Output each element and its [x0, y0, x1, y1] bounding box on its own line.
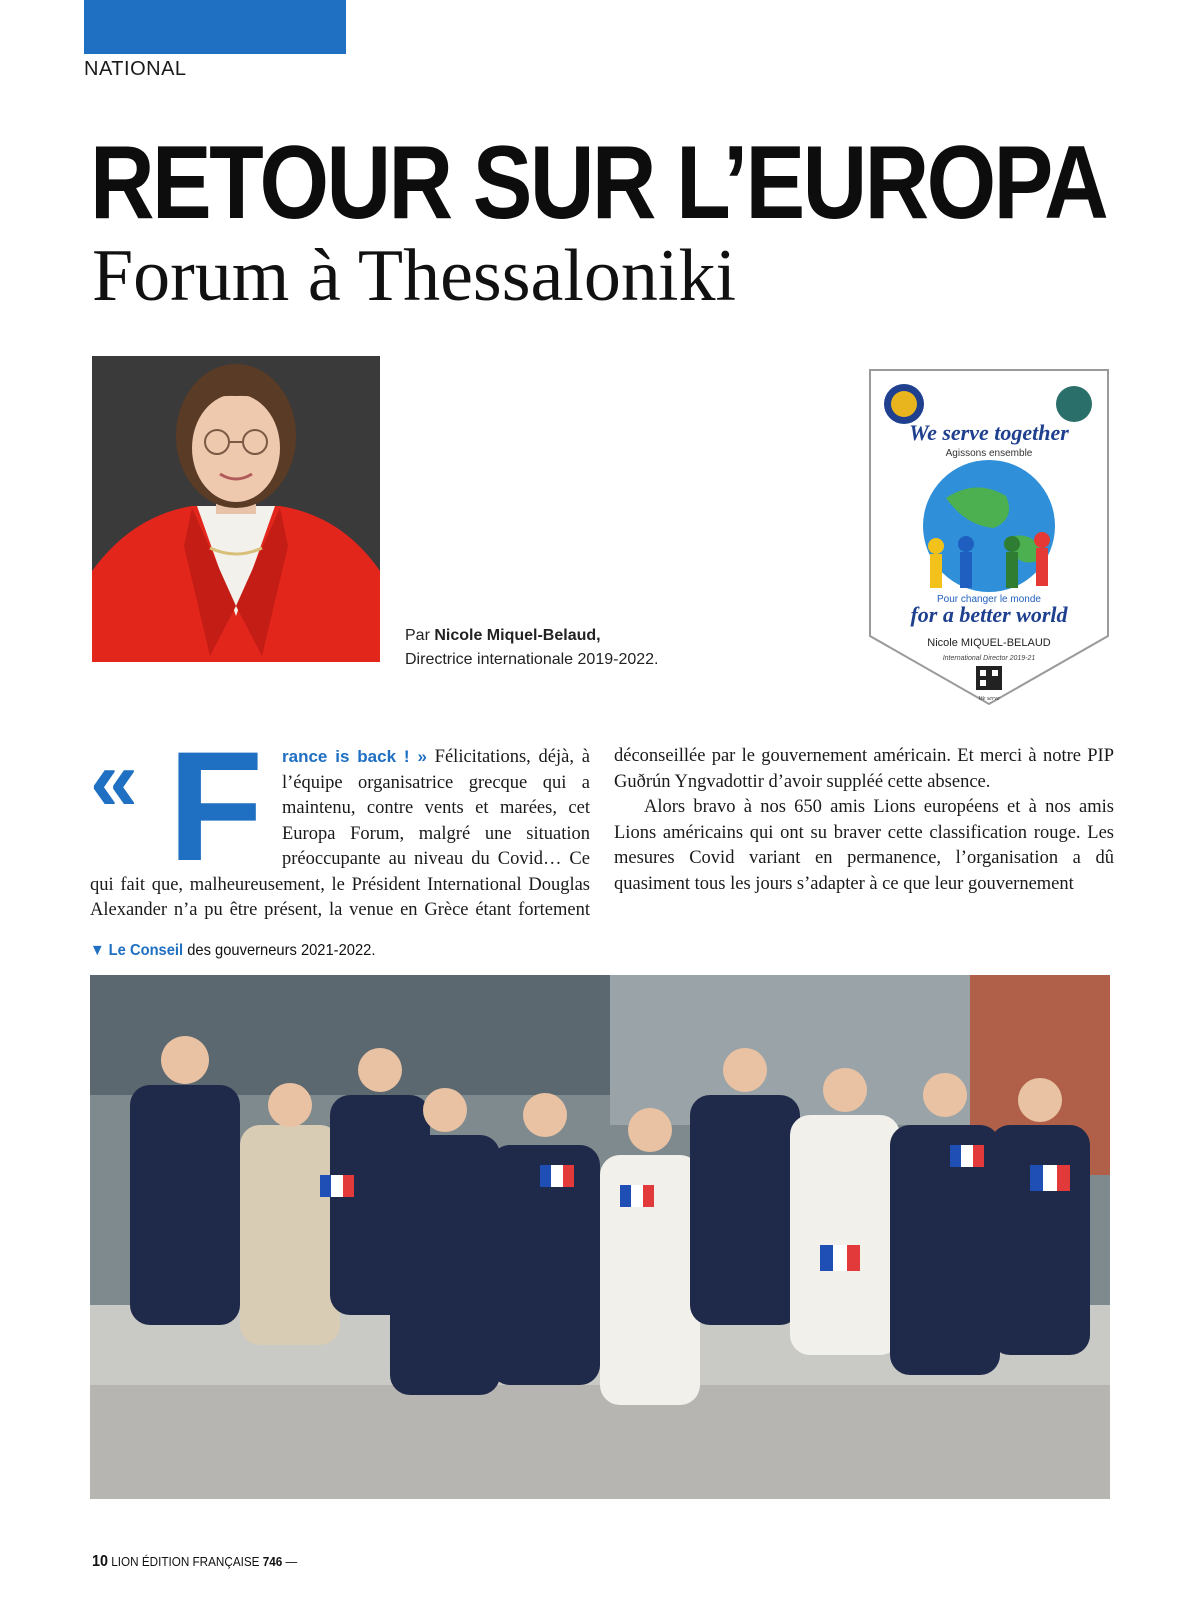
- caption-text: des gouverneurs 2021-2022.: [183, 942, 376, 959]
- photo-caption: [90, 942, 375, 960]
- pennant-top-sub: Agissons ensemble: [945, 448, 1033, 459]
- page-number: 10: [92, 1553, 109, 1570]
- byline-role: Directrice internationale 2019-2022.: [405, 651, 659, 668]
- opening-quote: «: [90, 733, 138, 829]
- caption-highlight: Le Conseil: [108, 942, 184, 959]
- pennant-top-text: We serve together: [909, 420, 1069, 445]
- article-lead: rance is back ! »: [282, 747, 427, 766]
- section-label: NATIONAL: [84, 58, 187, 80]
- pennant-footer: We serve: [978, 696, 1000, 702]
- magazine-name: LION ÉDITION FRANÇAISE: [108, 1554, 263, 1569]
- article-paragraph-2: Alors bravo à nos 650 amis Lions européens et à nos amis Lions américains qui ont su braver cette classification rouge. Les mesures Covid variant en permanence, l’organisation a dû quasiment tous les jours s’adapter à ce que leur gouvernement: [614, 797, 1114, 894]
- byline-prefix: Par: [405, 627, 435, 644]
- subheadline: Forum à Thessaloniki: [92, 235, 737, 317]
- pennant-bottom-text: for a better world: [910, 602, 1068, 627]
- byline: [405, 624, 658, 672]
- headline: RETOUR SUR L’EUROPA: [90, 125, 1107, 241]
- director-pennant: [866, 368, 1112, 706]
- pennant-title: International Director 2019-21: [942, 655, 1036, 662]
- issue-number: 746: [262, 1554, 283, 1569]
- pennant-bottom-sub: Pour changer le monde: [937, 594, 1041, 605]
- section-color-bar: [84, 0, 346, 54]
- pennant-name: Nicole MIQUEL-BELAUD: [927, 637, 1051, 649]
- page-footer: [92, 1553, 297, 1571]
- group-photo: [90, 975, 1110, 1499]
- article-paragraph-1-text: Félicitations, déjà, à l’équipe organisatrice grecque qui a maintenu, contre vents et marées, cet Europa Forum, malgré une situation préoccupante au niveau du Covid… Ce qui fait que, malheureusement, le Président International Douglas Alexander n’a pu être présent, la venue en Grèce étant fortement déconseillée par le gouvernement américain. Et merci à notre PIP Guðrún Yngvadottir d’avoir suppléé cette absence.: [90, 746, 1114, 920]
- author-portrait: [92, 356, 380, 662]
- drop-cap-block: [90, 720, 280, 894]
- footer-dash: —: [282, 1554, 298, 1569]
- byline-author: Nicole Miquel-Belaud,: [434, 627, 601, 644]
- drop-cap: F: [168, 720, 264, 894]
- caption-arrow-icon: ▼: [90, 942, 105, 959]
- article-body: [90, 720, 1114, 924]
